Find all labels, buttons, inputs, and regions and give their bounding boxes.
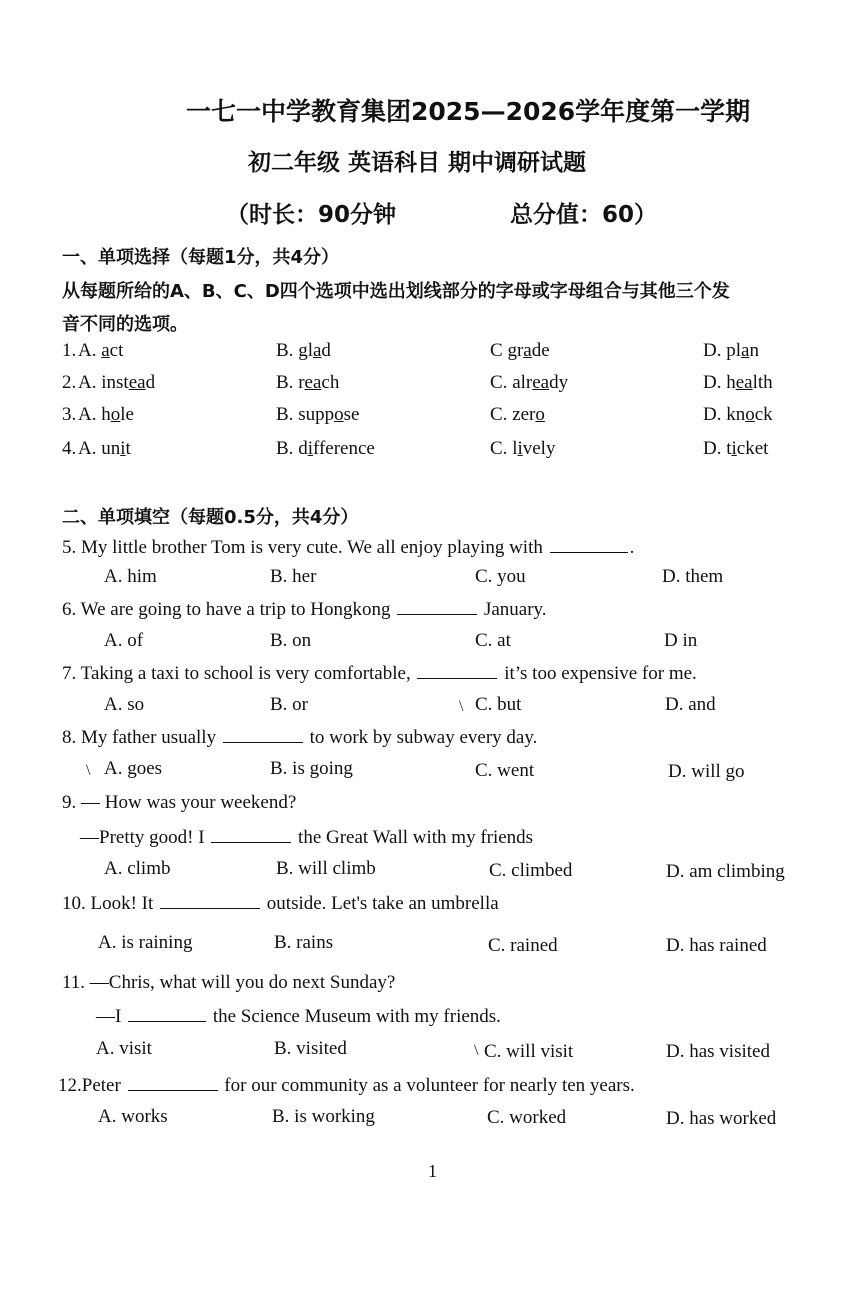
underlined-letters: i [731, 438, 737, 459]
option-label: D. [703, 438, 722, 459]
question-11 [62, 972, 395, 994]
option-d[interactable] [703, 372, 773, 394]
option-label: A. [78, 372, 97, 393]
section1-instruction: 从每题所给的A、B、C、D四个选项中选出划线部分的字母或字母组合与其他三个发 [62, 281, 730, 302]
option-label: B. [276, 438, 294, 459]
section1-instruction-cont: 音不同的选项。 [62, 314, 188, 335]
underlined-letters: a [741, 340, 750, 361]
option-b[interactable]: B. her [270, 566, 317, 587]
option-label: B. [276, 372, 294, 393]
question-text: — How was your weekend? [81, 792, 297, 813]
option-a[interactable]: A. visit [96, 1038, 152, 1059]
underlined-letters: o [745, 404, 755, 425]
question-text-end: to work by subway every day. [309, 727, 538, 748]
section1-heading: 一、单项选择（每题1分，共4分） [62, 247, 340, 268]
option-d[interactable]: D in [664, 630, 698, 651]
answer-blank[interactable] [417, 662, 497, 679]
word-part: kn [726, 404, 746, 425]
option-label: D. [703, 340, 722, 361]
question-11-reply [96, 1005, 501, 1028]
word-part: dy [549, 372, 569, 393]
question-number: 11. [62, 972, 86, 993]
question-text-end: . [629, 537, 635, 558]
word-part: d [298, 438, 308, 459]
word-part: vely [522, 438, 556, 459]
word-part: un [101, 438, 121, 459]
word-part: r [298, 372, 305, 393]
word-part: d [145, 372, 156, 393]
option-b[interactable]: B. is going [270, 758, 353, 779]
word-part: gr [507, 340, 524, 361]
option-c[interactable]: C. you [475, 566, 526, 587]
option-label: A. [78, 404, 97, 425]
option-a[interactable] [78, 438, 131, 460]
option-d[interactable]: D. and [665, 694, 716, 715]
option-d[interactable]: D. has worked [666, 1108, 777, 1129]
option-c[interactable]: C. but [475, 694, 522, 715]
option-c[interactable]: C. went [475, 760, 535, 781]
option-a[interactable]: A. goes [104, 758, 163, 779]
option-c[interactable]: C. climbed [489, 860, 573, 881]
option-d[interactable] [703, 438, 768, 460]
answer-blank[interactable] [211, 826, 291, 843]
option-b[interactable]: B. on [270, 630, 312, 651]
option-c[interactable]: C. rained [488, 935, 558, 956]
question-text: —Pretty good! I [80, 827, 205, 848]
option-label: D. [703, 404, 722, 425]
option-a[interactable] [78, 372, 155, 394]
underlined-letters: o [535, 404, 545, 425]
option-c[interactable]: C. worked [487, 1107, 567, 1128]
option-d[interactable]: D. them [662, 566, 724, 587]
word-part: t [125, 438, 131, 459]
option-b[interactable]: B. rains [274, 932, 334, 953]
option-a[interactable]: A. him [104, 566, 157, 587]
option-b[interactable] [276, 404, 359, 426]
word-part: alr [512, 372, 533, 393]
option-d[interactable]: D. has visited [666, 1041, 770, 1062]
underlined-letters: ea [735, 372, 753, 393]
question-number: 9. [62, 792, 77, 813]
word-part: ck [754, 404, 773, 425]
word-part: zer [512, 404, 536, 425]
question-text: We are going to have a trip to Hongkong [80, 599, 391, 620]
option-b[interactable]: B. or [270, 694, 308, 715]
word-part: ch [321, 372, 340, 393]
option-label: C. [490, 404, 508, 425]
option-d[interactable] [703, 340, 759, 362]
option-b[interactable]: B. visited [274, 1038, 347, 1059]
word-part: supp [298, 404, 335, 425]
word-part: lth [752, 372, 773, 393]
question-9 [62, 792, 296, 814]
option-label: A. [78, 340, 97, 361]
option-b[interactable] [276, 372, 339, 394]
question-number: 12. [58, 1075, 82, 1096]
pencil-mark: \ [86, 762, 91, 779]
question-3-number: 3. [62, 404, 77, 425]
word-part: gl [298, 340, 313, 361]
exam-duration: （时长：90分钟 [226, 202, 397, 228]
option-d[interactable]: D. has rained [666, 935, 767, 956]
question-text: —I [96, 1006, 122, 1027]
option-c[interactable]: C. will visit [484, 1041, 574, 1062]
question-text-end: it’s too expensive for me. [504, 663, 697, 684]
option-b[interactable] [276, 438, 375, 460]
question-text-end: the Science Museum with my friends. [212, 1006, 501, 1027]
option-c[interactable] [490, 404, 545, 426]
question-text: Taking a taxi to school is very comfortable, [80, 663, 411, 684]
word-part: ct [109, 340, 124, 361]
question-number: 6. [62, 599, 77, 620]
option-a[interactable]: A. climb [104, 858, 171, 879]
question-text-end: for our community as a volunteer for nearly ten years. [224, 1075, 635, 1096]
question-9-reply [80, 826, 533, 849]
option-label: C. [490, 438, 508, 459]
option-c[interactable]: C. at [475, 630, 511, 651]
question-text-end: outside. Let's take an umbrella [266, 893, 499, 914]
word-part: n [749, 340, 759, 361]
option-c[interactable] [490, 438, 555, 460]
option-c[interactable] [490, 340, 550, 362]
word-part: de [531, 340, 550, 361]
option-label: C. [490, 372, 508, 393]
word-part: le [120, 404, 134, 425]
option-b[interactable]: B. will climb [276, 858, 376, 879]
answer-blank[interactable] [128, 1074, 218, 1091]
question-5 [62, 536, 634, 559]
pencil-mark: \ [459, 698, 464, 715]
underlined-letters: ea [304, 372, 322, 393]
question-number: 8. [62, 727, 77, 748]
question-text: Peter [81, 1075, 121, 1096]
exam-total-score: 总分值：60） [510, 202, 658, 228]
underlined-letters: o [110, 404, 121, 425]
option-label: B. [276, 404, 294, 425]
underlined-letters: ea [128, 372, 146, 393]
question-text-end: the Great Wall with my friends [298, 827, 534, 848]
option-a[interactable]: A. works [98, 1106, 168, 1127]
question-text: My father usually [81, 727, 217, 748]
option-label: A. [78, 438, 97, 459]
question-2-number: 2. [62, 372, 77, 393]
question-8 [62, 726, 537, 749]
option-d[interactable]: D. will go [668, 761, 745, 782]
word-part: l [512, 438, 518, 459]
question-4-number: 4. [62, 438, 77, 459]
word-part: pl [726, 340, 742, 361]
underlined-letters: i [120, 438, 126, 459]
option-label: B. [276, 340, 294, 361]
underlined-letters: a [523, 340, 532, 361]
word-part: se [343, 404, 360, 425]
underlined-letters: i [307, 438, 313, 459]
underlined-letters: a [312, 340, 322, 361]
exam-subtitle: 初二年级 英语科目 期中调研试题 [248, 150, 587, 176]
word-part: h [101, 404, 111, 425]
word-part: d [321, 340, 331, 361]
option-a[interactable]: A. is raining [98, 932, 193, 953]
option-a[interactable] [78, 404, 134, 426]
answer-blank[interactable] [160, 892, 260, 909]
question-10 [62, 892, 499, 915]
question-number: 7. [62, 663, 77, 684]
underlined-letters: o [334, 404, 344, 425]
underlined-letters: ea [532, 372, 550, 393]
answer-blank[interactable] [128, 1005, 206, 1022]
underlined-letters: i [517, 438, 523, 459]
question-text: Look! It [90, 893, 154, 914]
option-c[interactable] [490, 372, 568, 394]
option-a[interactable]: A. of [104, 630, 144, 651]
answer-blank[interactable] [550, 536, 628, 553]
question-number: 10. [62, 893, 86, 914]
option-label: D. [703, 372, 722, 393]
question-number: 5. [62, 537, 77, 558]
option-label: C [490, 340, 503, 361]
underlined-letters: a [101, 340, 110, 361]
question-12 [58, 1074, 635, 1097]
word-part: t [726, 438, 732, 459]
word-part: cket [736, 438, 769, 459]
pencil-mark: \ [474, 1042, 479, 1059]
question-text: —Chris, what will you do next Sunday? [89, 972, 396, 993]
word-part: inst [101, 372, 129, 393]
question-text: My little brother Tom is very cute. We all enjoy playing with [81, 537, 543, 558]
answer-blank[interactable] [397, 598, 477, 615]
answer-blank[interactable] [223, 726, 303, 743]
option-b[interactable]: B. is working [272, 1106, 375, 1127]
question-7 [62, 662, 697, 685]
option-b[interactable] [276, 340, 331, 362]
section2-heading: 二、单项填空（每题0.5分，共4分） [62, 507, 359, 528]
page-number: 1 [428, 1161, 437, 1181]
option-a[interactable] [78, 340, 123, 362]
word-part: fference [312, 438, 375, 459]
question-1-number: 1. [62, 340, 77, 361]
exam-title: 一七一中学教育集团2025—2026学年度第一学期 [186, 97, 751, 126]
option-a[interactable]: A. so [104, 694, 145, 715]
option-d[interactable]: D. am climbing [666, 861, 785, 882]
question-text-end: January. [483, 599, 547, 620]
word-part: h [726, 372, 736, 393]
option-d[interactable] [703, 404, 773, 426]
question-6 [62, 598, 547, 621]
